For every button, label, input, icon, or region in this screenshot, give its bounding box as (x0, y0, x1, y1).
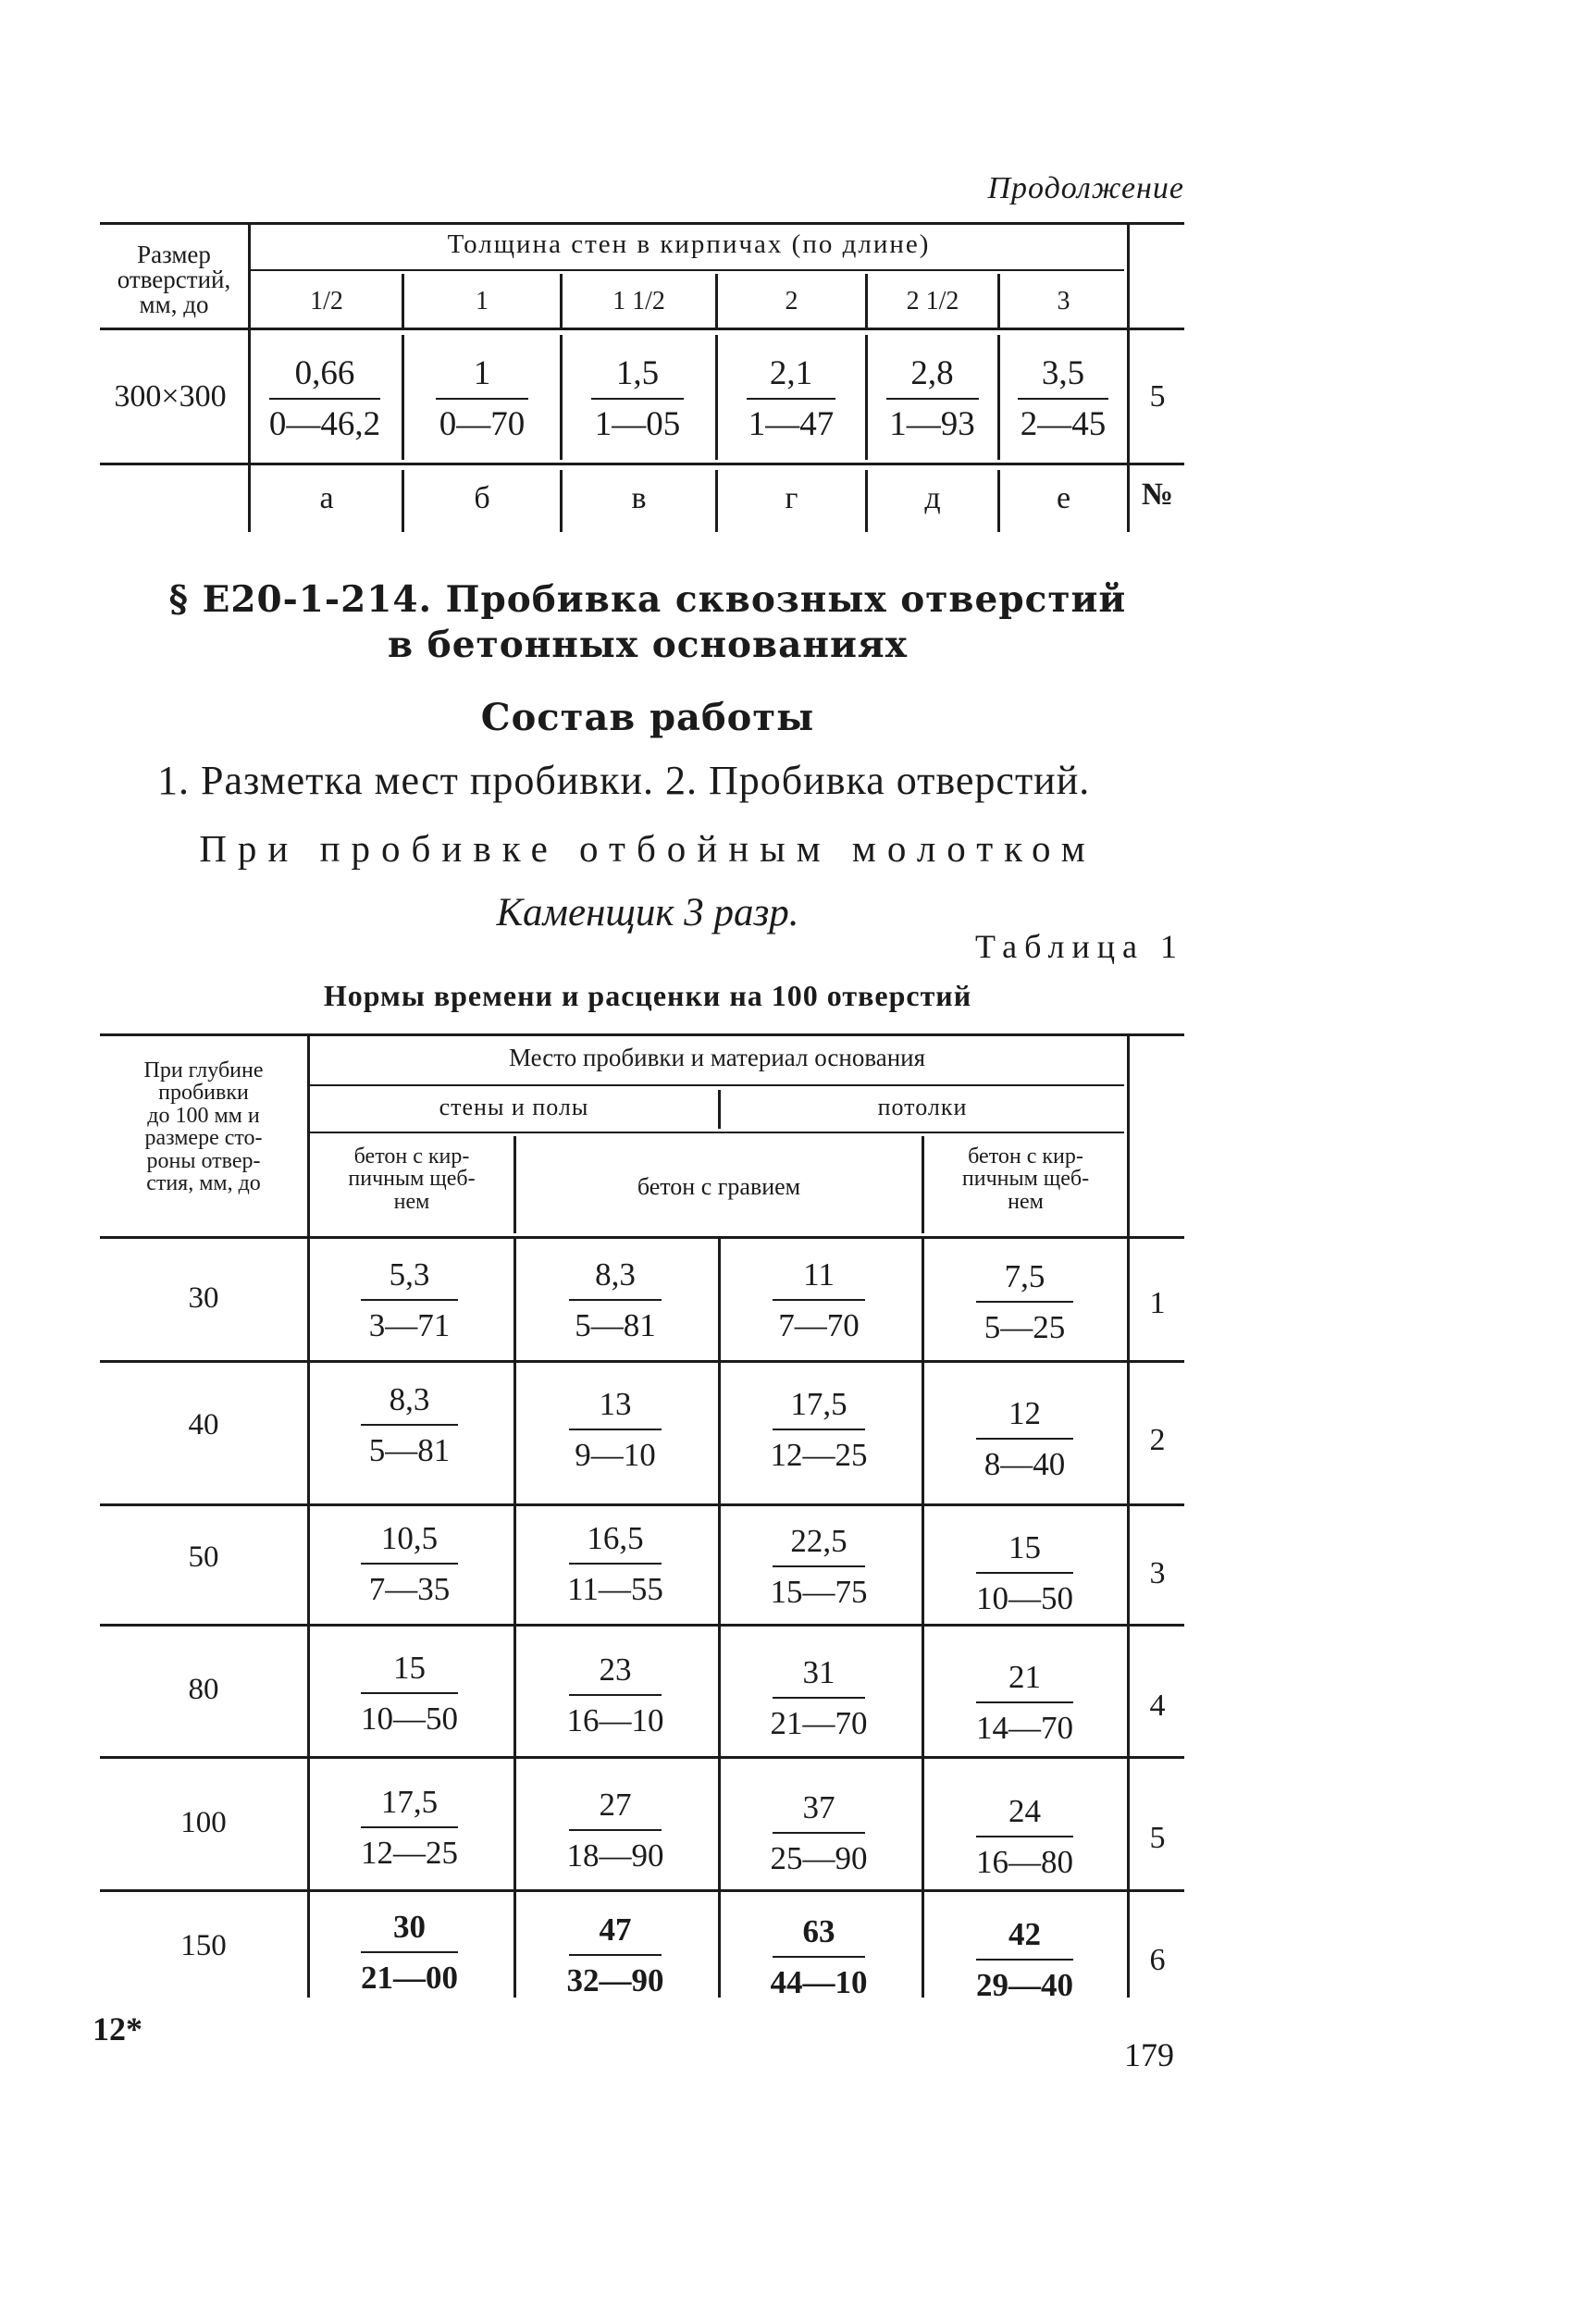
worker-line: Каменщик 3 разр. (496, 891, 799, 934)
norm-value: 16,5 (587, 1520, 644, 1556)
main-table-rule-sub (310, 1132, 1124, 1133)
top-table-vrule (865, 335, 868, 460)
price-value: 18—90 (566, 1837, 664, 1874)
walls-floors-header: стены и полы (439, 1094, 589, 1120)
col-header-three: 3 (1057, 287, 1070, 315)
price-value: 5—81 (368, 1432, 451, 1468)
price-value: 5—25 (984, 1309, 1066, 1345)
fraction-bar (773, 1956, 865, 1958)
fraction-bar (747, 398, 835, 400)
fraction-bar (773, 1832, 865, 1834)
fraction-bar (361, 1951, 458, 1953)
fraction-bar (773, 1697, 865, 1699)
norm-cell (768, 1388, 870, 1471)
main-table-row-rule (100, 1624, 1184, 1627)
header-line: бетон с кир- (968, 1144, 1083, 1169)
norm-value: 17,5 (790, 1386, 847, 1422)
norm-cell (426, 356, 538, 441)
norm-value: 10,5 (380, 1520, 439, 1556)
fraction-bar (591, 398, 684, 400)
top-table-vrule (402, 335, 404, 460)
top-table-vrule (1127, 225, 1130, 328)
fraction-bar (976, 1959, 1073, 1961)
norm-value: 3,5 (1041, 354, 1085, 392)
norm-cell (768, 1525, 870, 1608)
column-letter: б (474, 481, 490, 515)
page-number: 179 (1124, 2036, 1174, 2073)
fraction-bar (361, 1299, 458, 1301)
brick-concrete-header (310, 1145, 513, 1213)
price-value: 0—46,2 (268, 405, 381, 443)
depth-value: 50 (188, 1540, 219, 1574)
norm-cell (971, 1531, 1078, 1614)
depth-value: 30 (188, 1281, 219, 1315)
norm-value: 30 (393, 1909, 426, 1945)
price-value: 12—25 (361, 1835, 458, 1871)
norm-cell (971, 1661, 1078, 1744)
depth-value: 150 (180, 1929, 227, 1962)
row-number: 5 (1149, 1821, 1166, 1855)
norm-cell (768, 1656, 870, 1739)
norm-value: 22,5 (790, 1523, 847, 1559)
fraction-bar (773, 1429, 865, 1430)
col-header-half: 1/2 (310, 287, 343, 315)
norm-value: 1 (473, 354, 491, 392)
main-table-row-rule (100, 1756, 1184, 1759)
fraction-bar (569, 1563, 662, 1565)
top-table-rule-group (250, 269, 1124, 271)
norm-value: 7,5 (1004, 1258, 1045, 1294)
depth-header (100, 1059, 307, 1195)
depth-header-line: При глубине (143, 1058, 264, 1082)
norm-value: 31 (802, 1654, 835, 1690)
gravel-concrete-header: бетон с гравием (637, 1173, 801, 1200)
norm-cell (768, 1915, 870, 1998)
norm-cell (356, 1652, 463, 1735)
price-value: 1—93 (889, 405, 975, 443)
depth-value: 40 (188, 1408, 219, 1441)
norm-value: 15 (393, 1650, 426, 1686)
table-caption: Нормы времени и расценки на 100 отверстий (323, 979, 972, 1012)
price-value: 9—10 (575, 1437, 656, 1473)
price-value: 7—35 (368, 1571, 451, 1607)
column-letter: а (319, 481, 334, 515)
price-value: 10—50 (976, 1580, 1073, 1616)
method-line: При пробивке отбойным молотком (199, 827, 1096, 870)
fraction-bar (569, 1829, 662, 1831)
depth-header-line: роны отвер- (146, 1148, 261, 1173)
norm-value: 8,3 (595, 1256, 636, 1293)
page-marker: 12* (93, 2010, 142, 2047)
price-value: 29—40 (976, 1967, 1073, 2003)
main-table-vrule (922, 1239, 924, 1998)
price-value: 15—75 (770, 1574, 868, 1610)
main-table-rule-group (310, 1084, 1124, 1086)
size-header-line: мм, до (139, 291, 209, 318)
top-table-vrule (248, 330, 251, 463)
norm-cell (971, 1260, 1078, 1343)
fraction-bar (361, 1424, 458, 1426)
top-table-vrule (1127, 330, 1130, 463)
depth-value: 80 (188, 1673, 219, 1706)
norm-cell (736, 356, 847, 441)
column-letter: в (631, 481, 647, 515)
section-title-line2: в бетонных основаниях (388, 624, 908, 666)
depth-header-line: пробивки (158, 1081, 249, 1106)
main-table-rule-top (100, 1033, 1184, 1036)
norm-value: 5,3 (389, 1256, 430, 1293)
norm-cell (564, 1522, 666, 1605)
column-letter: е (1056, 481, 1071, 515)
main-table-row-rule (100, 1889, 1184, 1892)
size-value: 300×300 (114, 379, 227, 414)
price-value: 14—70 (976, 1710, 1073, 1746)
top-table-vrule (560, 335, 563, 460)
continuation-label: Продолжение (987, 171, 1184, 205)
norm-cell (564, 1913, 666, 1997)
header-line: нем (393, 1189, 430, 1214)
price-value: 11—55 (567, 1571, 663, 1607)
price-value: 21—00 (361, 1960, 458, 1996)
fraction-bar (569, 1299, 662, 1301)
fraction-bar (773, 1299, 865, 1301)
header-line: нем (1008, 1189, 1044, 1214)
price-value: 12—25 (770, 1437, 868, 1473)
price-value: 2—45 (1020, 405, 1107, 443)
price-value: 3—71 (368, 1307, 451, 1343)
norm-cell (581, 356, 694, 441)
price-value: 0—70 (439, 405, 526, 443)
price-value: 21—70 (770, 1705, 868, 1741)
main-table-vrule (307, 1239, 310, 1998)
price-value: 16—10 (566, 1702, 664, 1738)
fraction-bar (886, 398, 979, 400)
ceilings-header: потолки (877, 1094, 968, 1120)
brick-concrete-header-ceiling (924, 1145, 1127, 1213)
fraction-bar (569, 1429, 662, 1430)
norm-value: 27 (599, 1787, 632, 1823)
row-number: 5 (1149, 379, 1166, 414)
depth-header-line: до 100 мм и (147, 1103, 260, 1128)
thickness-group-header: Толщина стен в кирпичах (по длине) (447, 229, 931, 259)
fraction-bar (976, 1301, 1073, 1303)
norm-cell (356, 1911, 463, 1994)
top-table-rule-top (100, 222, 1184, 225)
fraction-bar (976, 1438, 1073, 1440)
price-value: 5—81 (575, 1307, 656, 1343)
col-header-two: 2 (785, 287, 798, 315)
norm-cell (564, 1388, 666, 1471)
norm-value: 12 (1008, 1395, 1041, 1431)
fraction-bar (976, 1701, 1073, 1703)
main-table-rule-head (100, 1236, 1184, 1239)
norm-value: 2,1 (769, 354, 813, 392)
table-label: Таблица 1 (975, 928, 1184, 965)
section-title: § Е20-1-214. Пробивка сквозных отверстий (168, 578, 1127, 621)
norm-cell (564, 1258, 666, 1342)
norm-cell (768, 1258, 870, 1342)
norm-cell (265, 356, 385, 441)
price-value: 25—90 (770, 1840, 868, 1876)
work-steps: 1. Разметка мест пробивки. 2. Пробивка отверстий. (157, 758, 1091, 803)
norm-cell (356, 1786, 463, 1869)
top-table-vrule (248, 465, 251, 532)
main-table-vrule (1127, 1036, 1130, 1236)
size-header (100, 242, 248, 317)
norm-value: 17,5 (380, 1784, 439, 1820)
fraction-bar (361, 1826, 458, 1828)
norm-cell (356, 1522, 463, 1605)
row-number: 4 (1149, 1689, 1166, 1723)
norm-cell (879, 356, 985, 441)
depth-value: 100 (180, 1806, 227, 1839)
row-number: 2 (1149, 1423, 1166, 1457)
fraction-bar (269, 398, 380, 400)
number-label: № (1141, 477, 1174, 512)
fraction-bar (976, 1836, 1073, 1837)
fraction-bar (773, 1565, 865, 1567)
norm-value: 42 (1008, 1916, 1041, 1952)
norm-value: 63 (802, 1913, 835, 1949)
price-value: 32—90 (566, 1962, 664, 1998)
fraction-bar (569, 1954, 662, 1956)
main-table-vrule (513, 1239, 516, 1998)
norm-cell (1008, 356, 1118, 441)
norm-cell (971, 1397, 1078, 1480)
norm-value: 23 (599, 1652, 632, 1688)
norm-value: 13 (599, 1386, 632, 1422)
depth-header-line: размере сто- (144, 1126, 263, 1151)
fraction-bar (569, 1694, 662, 1696)
row-number: 6 (1149, 1943, 1166, 1977)
fraction-bar (361, 1692, 458, 1694)
header-line: пичным щеб- (961, 1167, 1090, 1192)
price-value: 16—80 (976, 1844, 1073, 1880)
header-line: пичным щеб- (348, 1167, 476, 1192)
top-table-vrule (248, 225, 251, 328)
norm-value: 24 (1008, 1793, 1041, 1829)
top-table-vrule (997, 335, 1000, 460)
main-table-vrule (1127, 1239, 1130, 1998)
norm-cell (971, 1918, 1078, 2001)
top-table-vrule (1127, 465, 1130, 532)
norm-value: 0,66 (294, 354, 355, 392)
header-line: бетон с кир- (353, 1144, 470, 1169)
col-header-one-half: 1 1/2 (612, 287, 665, 315)
column-letter: д (924, 481, 941, 515)
top-table-vrule (715, 335, 718, 460)
fraction-bar (976, 1572, 1073, 1574)
size-header-line: Размер (137, 241, 211, 268)
row-number: 3 (1149, 1556, 1166, 1590)
column-letter: г (785, 481, 798, 515)
work-composition-title: Состав работы (480, 696, 815, 739)
norm-cell (564, 1653, 666, 1737)
norm-value: 47 (599, 1911, 632, 1948)
fraction-bar (1018, 398, 1108, 400)
price-value: 44—10 (770, 1964, 868, 2000)
norm-cell (356, 1383, 463, 1466)
norm-value: 37 (802, 1789, 835, 1825)
location-group-header: Место пробивки и материал основания (508, 1044, 926, 1071)
row-number: 1 (1149, 1286, 1166, 1320)
fraction-bar (436, 398, 528, 400)
main-table-row-rule (100, 1360, 1184, 1363)
norm-value: 11 (803, 1256, 835, 1293)
norm-value: 8,3 (389, 1381, 430, 1417)
price-value: 1—05 (594, 405, 681, 443)
price-value: 10—50 (361, 1701, 458, 1737)
size-header-line: отверстий, (117, 266, 231, 293)
norm-value: 21 (1008, 1659, 1041, 1695)
top-table-rule-body (100, 463, 1184, 465)
price-value: 8—40 (984, 1446, 1066, 1482)
price-value: 7—70 (778, 1307, 860, 1343)
norm-cell (564, 1788, 666, 1872)
norm-cell (971, 1795, 1078, 1878)
top-table-rule-head (100, 328, 1184, 330)
main-table-row-rule (100, 1503, 1184, 1506)
norm-cell (356, 1258, 463, 1342)
norm-cell (768, 1791, 870, 1874)
col-header-two-half: 2 1/2 (906, 287, 959, 315)
main-table-vrule (718, 1239, 721, 1998)
fraction-bar (361, 1563, 458, 1565)
col-header-one: 1 (476, 287, 489, 315)
norm-value: 15 (1008, 1529, 1041, 1565)
price-value: 1—47 (748, 405, 835, 443)
norm-value: 2,8 (910, 354, 954, 392)
norm-value: 1,5 (615, 354, 660, 392)
depth-header-line: стия, мм, до (146, 1171, 261, 1196)
